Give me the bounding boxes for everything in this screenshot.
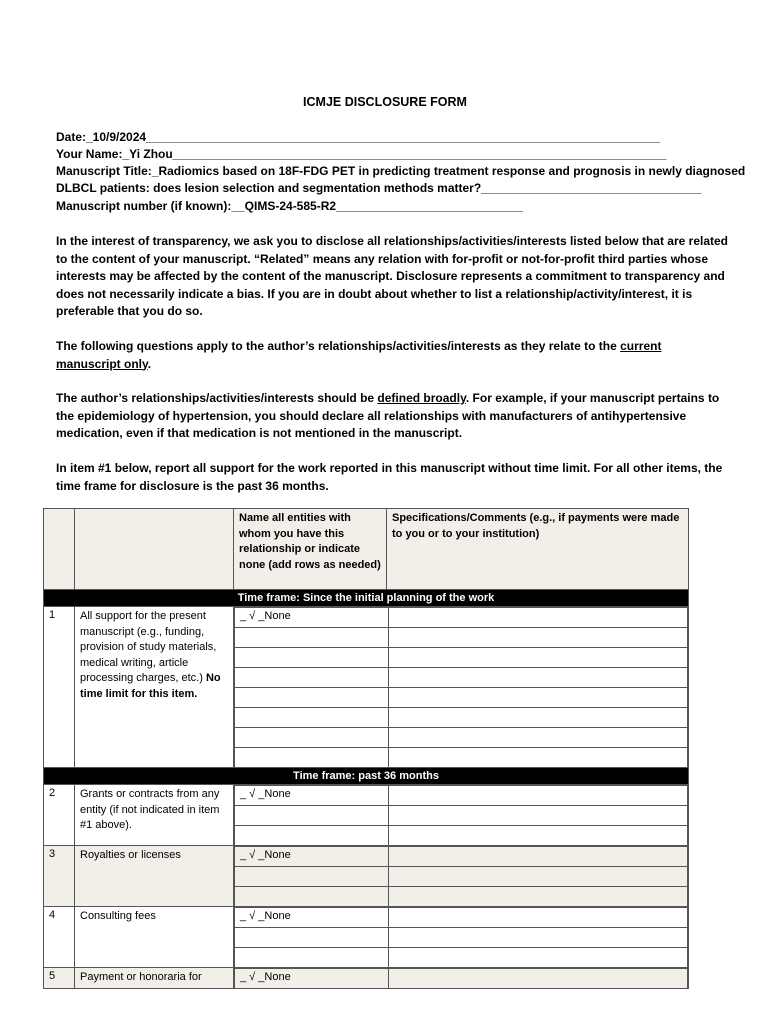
- item-comment[interactable]: [389, 847, 688, 867]
- scope-paragraph: [56, 338, 728, 373]
- table-row: [44, 846, 689, 907]
- scope-underlined: current manuscript only: [56, 339, 662, 371]
- manuscript-number-field: Manuscript number (if known):__QIMS-24-585-R2____________________________: [56, 199, 523, 213]
- item-comment[interactable]: [389, 608, 688, 628]
- item-description-text: All support for the present manuscript (e.g., funding, provision of study materials, medical writing, article processing charges, etc.): [80, 610, 217, 684]
- item-answer[interactable]: _ √ _None: [235, 847, 389, 867]
- item-description: Payment or honoraria for: [75, 968, 234, 989]
- disclosure-table: [43, 508, 689, 989]
- broad-text: The author’s relationships/activities/interests should be: [56, 391, 378, 405]
- table-row: [44, 907, 689, 968]
- item-description: Royalties or licenses: [75, 846, 234, 907]
- broad-rest: . For example, if your manuscript pertains to the epidemiology of hypertension, you should declare all relationships with manufacturers of antihypertensive medication, even if that medication is not mentioned in the manuscript.: [56, 391, 720, 440]
- item-answer[interactable]: _ √ _None: [235, 969, 389, 989]
- transparency-paragraph: In the interest of transparency, we ask you to disclose all relationships/activities/interests listed below that are related to the content of your manuscript. “Related” means any relation with for-profit or not-for-profit third parties whose interests may be affected by the content of the manuscript. Disclosure represents a commitment to transparency and does not necessarily indicate a bias. If you are in doubt about whether to list a relationship/activity/interest, it is preferable that you do so.: [56, 234, 728, 318]
- broad-definition-paragraph: [56, 390, 728, 443]
- manuscript-title-line1: Manuscript Title:_Radiomics based on 18F-FDG PET in predicting treatment response and prognosis in newly diagnosed: [56, 164, 746, 178]
- table-header-row: [44, 509, 689, 590]
- name-field: Your Name:_Yi Zhou__________________________________________________________________________: [56, 147, 667, 161]
- item-description: Consulting fees: [75, 907, 234, 968]
- item-description: Grants or contracts from any entity (if not indicated in item #1 above).: [75, 785, 234, 846]
- item-description: [75, 607, 234, 768]
- time-frame-paragraph: In item #1 below, report all support for the work reported in this manuscript without time limit. For all other items, the time frame for disclosure is the past 36 months.: [56, 461, 723, 493]
- header-specifications: Specifications/Comments (e.g., if payments were made to you or to your institution): [387, 509, 689, 590]
- item-number: 4: [44, 907, 75, 968]
- header-entities: Name all entities with whom you have this relationship or indicate none (add rows as needed): [234, 509, 387, 590]
- date-field: Date:_10/9/2024_____________________________________________________________________________: [56, 130, 660, 144]
- item-comment[interactable]: [389, 786, 688, 806]
- time-frame-band-2: Time frame: past 36 months: [44, 768, 689, 785]
- table-row: [44, 968, 689, 989]
- item-description-note: No time limit for this item.: [80, 672, 221, 700]
- time-frame-band-1: Time frame: Since the initial planning of the work: [44, 590, 689, 607]
- item-answer[interactable]: _ √ _None: [235, 908, 389, 928]
- form-title: ICMJE DISCLOSURE FORM: [303, 95, 467, 109]
- item-number: 2: [44, 785, 75, 846]
- item-number: 5: [44, 968, 75, 989]
- scope-text: The following questions apply to the author’s relationships/activities/interests as they relate to the: [56, 339, 621, 353]
- table-row: [44, 785, 689, 846]
- item-answer[interactable]: _ √ _None: [235, 786, 389, 806]
- item-comment[interactable]: [389, 908, 688, 928]
- item-number: 3: [44, 846, 75, 907]
- item-answer[interactable]: _ √ _None: [235, 608, 389, 628]
- item-number: 1: [44, 607, 75, 768]
- scope-end: .: [147, 356, 152, 371]
- manuscript-title-line2: DLBCL patients: does lesion selection and segmentation methods matter?_________________________________: [56, 181, 702, 195]
- item-comment[interactable]: [389, 969, 688, 989]
- table-row: [44, 607, 689, 768]
- broad-underlined: defined broadly: [377, 391, 466, 405]
